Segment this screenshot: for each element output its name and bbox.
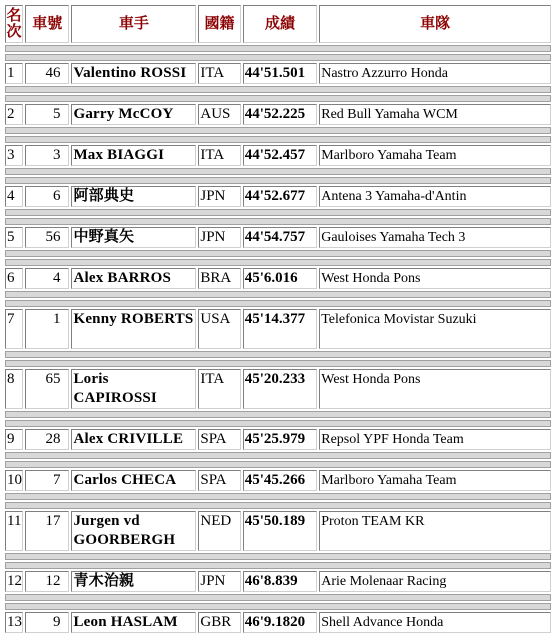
rank-cell: 5 xyxy=(5,227,23,248)
team-cell: Shell Advance Honda xyxy=(319,612,551,633)
separator-cell xyxy=(5,250,551,257)
nationality-cell: NED xyxy=(198,511,240,551)
separator-cell xyxy=(5,452,551,459)
number-cell: 46 xyxy=(25,63,69,84)
team-cell: Telefonica Movistar Suzuki xyxy=(319,309,551,349)
table-row xyxy=(5,429,551,450)
header-nationality: 國籍 xyxy=(198,5,240,43)
nationality-cell: JPN xyxy=(198,186,240,207)
table-row xyxy=(5,309,551,349)
separator-cell xyxy=(5,177,551,184)
table-row xyxy=(5,268,551,289)
row-separator xyxy=(5,136,551,143)
number-cell: 12 xyxy=(25,571,69,592)
separator-cell xyxy=(5,209,551,216)
time-cell: 45'45.266 xyxy=(243,470,318,491)
separator-cell xyxy=(5,562,551,569)
nationality-cell: ITA xyxy=(198,63,240,84)
nationality-cell: GBR xyxy=(198,612,240,633)
time-cell: 45'6.016 xyxy=(243,268,318,289)
table-row xyxy=(5,145,551,166)
separator-cell xyxy=(5,594,551,601)
table-row xyxy=(5,470,551,491)
row-separator xyxy=(5,502,551,509)
table-row xyxy=(5,104,551,125)
separator-cell xyxy=(5,168,551,175)
separator-cell xyxy=(5,86,551,93)
rider-cell: Valentino ROSSI xyxy=(71,63,196,84)
rank-cell: 10 xyxy=(5,470,23,491)
separator-cell xyxy=(5,300,551,307)
row-separator xyxy=(5,177,551,184)
row-separator xyxy=(5,127,551,134)
row-separator xyxy=(5,300,551,307)
rank-cell: 11 xyxy=(5,511,23,551)
team-cell: Repsol YPF Honda Team xyxy=(319,429,551,450)
table-row xyxy=(5,511,551,551)
team-cell: Marlboro Yamaha Team xyxy=(319,470,551,491)
rank-cell: 1 xyxy=(5,63,23,84)
nationality-cell: USA xyxy=(198,309,240,349)
time-cell: 44'52.225 xyxy=(243,104,318,125)
row-separator xyxy=(5,95,551,102)
team-cell: Red Bull Yamaha WCM xyxy=(319,104,551,125)
separator-cell xyxy=(5,493,551,500)
rider-cell: Alex BARROS xyxy=(71,268,196,289)
team-cell: Arie Molenaar Racing xyxy=(319,571,551,592)
row-separator xyxy=(5,86,551,93)
number-cell: 9 xyxy=(25,612,69,633)
results-body xyxy=(5,45,551,633)
nationality-cell: ITA xyxy=(198,369,240,409)
race-results-table xyxy=(3,3,553,635)
nationality-cell: SPA xyxy=(198,470,240,491)
row-separator xyxy=(5,594,551,601)
team-cell: West Honda Pons xyxy=(319,369,551,409)
separator-cell xyxy=(5,45,551,52)
nationality-cell: ITA xyxy=(198,145,240,166)
row-separator xyxy=(5,250,551,257)
number-cell: 1 xyxy=(25,309,69,349)
rider-cell: 阿部典史 xyxy=(71,186,196,207)
separator-cell xyxy=(5,603,551,610)
row-separator xyxy=(5,360,551,367)
nationality-cell: BRA xyxy=(198,268,240,289)
rider-cell: Jurgen vd GOORBERGH xyxy=(71,511,196,551)
rank-cell: 4 xyxy=(5,186,23,207)
number-cell: 17 xyxy=(25,511,69,551)
row-separator xyxy=(5,218,551,225)
team-cell: Antena 3 Yamaha-d'Antin xyxy=(319,186,551,207)
number-cell: 5 xyxy=(25,104,69,125)
separator-cell xyxy=(5,420,551,427)
row-separator xyxy=(5,461,551,468)
row-separator xyxy=(5,54,551,61)
separator-cell xyxy=(5,95,551,102)
rider-cell: Garry McCOY xyxy=(71,104,196,125)
nationality-cell: AUS xyxy=(198,104,240,125)
table-row xyxy=(5,63,551,84)
time-cell: 46'9.1820 xyxy=(243,612,318,633)
time-cell: 45'20.233 xyxy=(243,369,318,409)
time-cell: 46'8.839 xyxy=(243,571,318,592)
time-cell: 44'52.457 xyxy=(243,145,318,166)
number-cell: 56 xyxy=(25,227,69,248)
separator-cell xyxy=(5,411,551,418)
rider-cell: 青木治親 xyxy=(71,571,196,592)
separator-cell xyxy=(5,259,551,266)
team-cell: Proton TEAM KR xyxy=(319,511,551,551)
header-row xyxy=(5,5,551,43)
nationality-cell: JPN xyxy=(198,571,240,592)
row-separator xyxy=(5,291,551,298)
separator-cell xyxy=(5,461,551,468)
table-row xyxy=(5,227,551,248)
time-cell: 45'25.979 xyxy=(243,429,318,450)
row-separator xyxy=(5,420,551,427)
separator-cell xyxy=(5,553,551,560)
rank-cell: 9 xyxy=(5,429,23,450)
rank-cell: 13 xyxy=(5,612,23,633)
time-cell: 44'51.501 xyxy=(243,63,318,84)
rider-cell: Alex CRIVILLE xyxy=(71,429,196,450)
row-separator xyxy=(5,493,551,500)
row-separator xyxy=(5,411,551,418)
row-separator xyxy=(5,209,551,216)
rider-cell: Max BIAGGI xyxy=(71,145,196,166)
number-cell: 4 xyxy=(25,268,69,289)
separator-cell xyxy=(5,127,551,134)
separator-cell xyxy=(5,136,551,143)
rider-cell: Leon HASLAM xyxy=(71,612,196,633)
number-cell: 7 xyxy=(25,470,69,491)
row-separator xyxy=(5,45,551,52)
row-separator xyxy=(5,351,551,358)
rider-cell: Loris CAPIROSSI xyxy=(71,369,196,409)
table-row xyxy=(5,186,551,207)
row-separator xyxy=(5,603,551,610)
header-rank: 名次 xyxy=(5,5,23,43)
rank-cell: 3 xyxy=(5,145,23,166)
rank-cell: 7 xyxy=(5,309,23,349)
rank-cell: 12 xyxy=(5,571,23,592)
team-cell: Nastro Azzurro Honda xyxy=(319,63,551,84)
nationality-cell: SPA xyxy=(198,429,240,450)
separator-cell xyxy=(5,291,551,298)
rank-cell: 8 xyxy=(5,369,23,409)
time-cell: 45'14.377 xyxy=(243,309,318,349)
row-separator xyxy=(5,553,551,560)
rider-cell: Kenny ROBERTS xyxy=(71,309,196,349)
time-cell: 44'54.757 xyxy=(243,227,318,248)
separator-cell xyxy=(5,54,551,61)
team-cell: Gauloises Yamaha Tech 3 xyxy=(319,227,551,248)
rank-cell: 6 xyxy=(5,268,23,289)
rank-cell: 2 xyxy=(5,104,23,125)
header-time: 成績 xyxy=(243,5,318,43)
time-cell: 44'52.677 xyxy=(243,186,318,207)
number-cell: 28 xyxy=(25,429,69,450)
rider-cell: Carlos CHECA xyxy=(71,470,196,491)
number-cell: 3 xyxy=(25,145,69,166)
number-cell: 6 xyxy=(25,186,69,207)
team-cell: Marlboro Yamaha Team xyxy=(319,145,551,166)
table-row xyxy=(5,369,551,409)
separator-cell xyxy=(5,218,551,225)
separator-cell xyxy=(5,360,551,367)
row-separator xyxy=(5,259,551,266)
row-separator xyxy=(5,452,551,459)
row-separator xyxy=(5,562,551,569)
separator-cell xyxy=(5,502,551,509)
nationality-cell: JPN xyxy=(198,227,240,248)
separator-cell xyxy=(5,351,551,358)
table-row xyxy=(5,571,551,592)
number-cell: 65 xyxy=(25,369,69,409)
header-number: 車號 xyxy=(25,5,69,43)
row-separator xyxy=(5,168,551,175)
header-rider: 車手 xyxy=(71,5,196,43)
rider-cell: 中野真矢 xyxy=(71,227,196,248)
table-row xyxy=(5,612,551,633)
header-team: 車隊 xyxy=(319,5,551,43)
team-cell: West Honda Pons xyxy=(319,268,551,289)
time-cell: 45'50.189 xyxy=(243,511,318,551)
